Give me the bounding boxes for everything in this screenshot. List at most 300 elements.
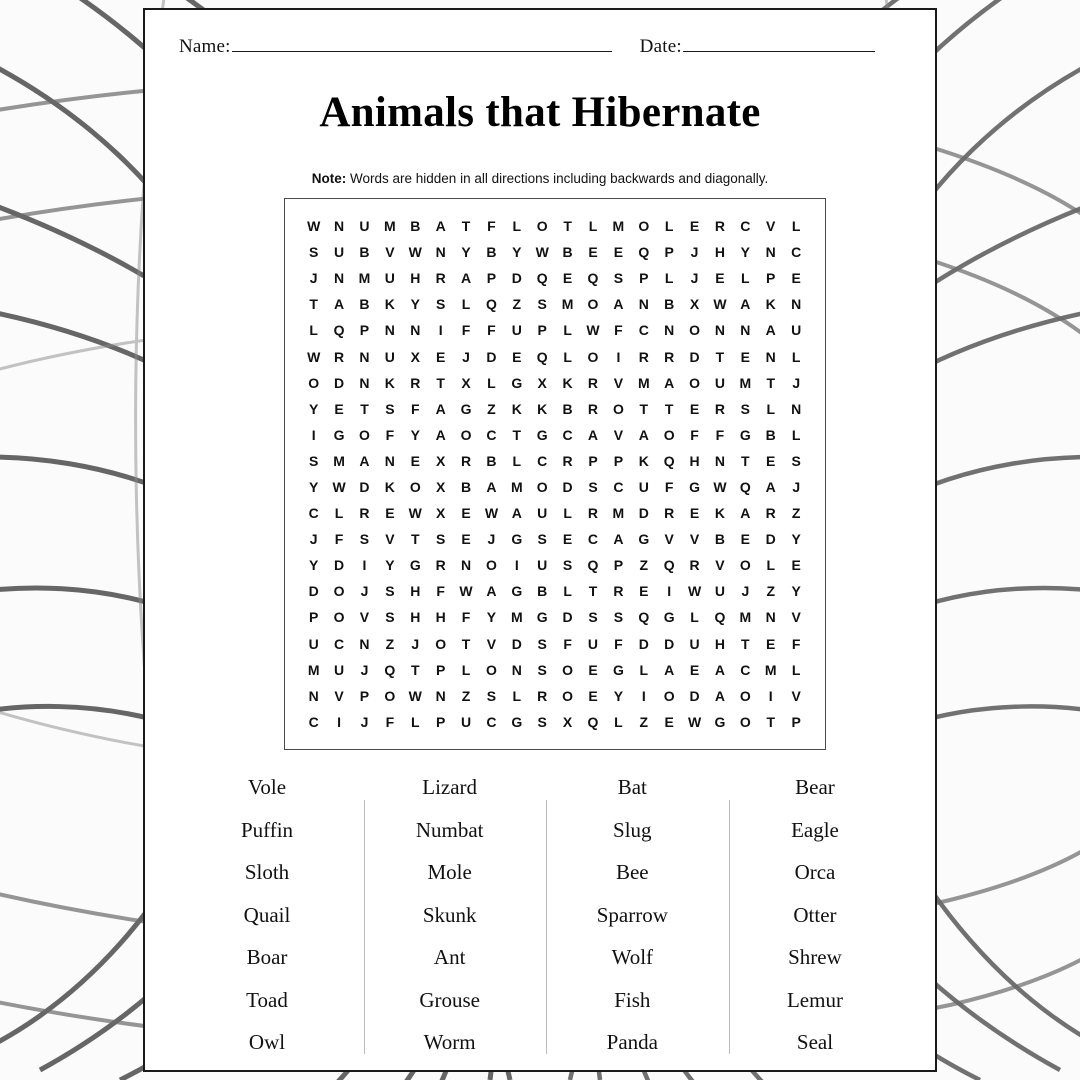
letter-cell[interactable]: W (332, 478, 346, 495)
letter-cell[interactable]: Q (739, 478, 751, 495)
letter-cell[interactable]: S (385, 609, 395, 626)
letter-cell[interactable]: M (739, 609, 752, 626)
letter-cell[interactable]: T (461, 635, 471, 652)
letter-cell[interactable]: F (487, 322, 496, 339)
letter-cell[interactable]: R (638, 348, 649, 365)
letter-cell[interactable]: Y (461, 244, 471, 261)
letter-cell[interactable]: Z (639, 557, 649, 574)
letter-cell[interactable]: L (309, 322, 318, 339)
word-list-item[interactable]: Vole (247, 775, 287, 799)
letter-cell[interactable]: Q (587, 557, 599, 574)
word-list-item[interactable]: Eagle (791, 817, 839, 842)
letter-cell[interactable]: C (613, 478, 624, 495)
letter-cell[interactable]: Q (536, 270, 548, 287)
name-field[interactable] (179, 36, 612, 58)
letter-cell[interactable]: A (664, 374, 675, 391)
letter-cell[interactable]: L (766, 400, 775, 417)
letter-cell[interactable]: L (664, 218, 674, 235)
letter-cell[interactable]: Y (309, 557, 319, 574)
letter-cell[interactable]: D (765, 531, 776, 548)
letter-cell[interactable]: N (435, 244, 446, 261)
letter-cell[interactable]: V (334, 687, 344, 704)
letter-cell[interactable]: U (537, 557, 548, 574)
letter-cell[interactable]: T (588, 583, 598, 600)
letter-cell[interactable]: D (638, 505, 649, 522)
letter-cell[interactable]: G (511, 531, 523, 548)
letter-cell[interactable]: S (613, 609, 624, 626)
letter-cell[interactable]: R (714, 218, 725, 235)
letter-cell[interactable]: G (714, 713, 726, 730)
letter-cell[interactable]: G (739, 426, 751, 443)
word-list-item[interactable]: Lizard (422, 775, 478, 799)
letter-cell[interactable]: E (689, 218, 700, 235)
date-write-line[interactable] (683, 37, 875, 52)
letter-cell[interactable]: T (563, 218, 572, 235)
letter-cell[interactable]: L (512, 687, 522, 704)
letter-cell[interactable]: Y (309, 478, 319, 495)
letter-cell[interactable]: T (309, 296, 318, 313)
letter-cell[interactable]: R (664, 348, 675, 365)
letter-cell[interactable]: D (511, 635, 522, 652)
letter-cell[interactable]: N (765, 244, 776, 261)
letter-cell[interactable]: N (359, 374, 370, 391)
letter-cell[interactable]: U (714, 583, 725, 600)
letter-cell[interactable]: S (537, 635, 547, 652)
letter-cell[interactable]: F (487, 218, 496, 235)
letter-cell[interactable]: A (511, 505, 522, 522)
letter-cell[interactable]: M (333, 452, 345, 469)
word-list-item[interactable]: Lemur (786, 987, 843, 1012)
letter-cell[interactable]: V (791, 609, 801, 626)
letter-cell[interactable]: B (359, 244, 370, 261)
letter-cell[interactable]: D (638, 635, 649, 652)
letter-cell[interactable]: I (311, 426, 316, 443)
word-list-item[interactable]: Grouse (419, 987, 480, 1012)
letter-cell[interactable]: U (359, 218, 370, 235)
letter-cell[interactable]: I (641, 687, 646, 704)
letter-cell[interactable]: A (435, 218, 446, 235)
letter-cell[interactable]: T (741, 635, 750, 652)
letter-cell[interactable]: E (766, 452, 776, 469)
letter-cell[interactable]: I (337, 713, 342, 730)
letter-cell[interactable]: L (563, 322, 572, 339)
letter-cell[interactable]: L (563, 348, 572, 365)
letter-cell[interactable]: K (384, 296, 395, 313)
letter-cell[interactable]: E (613, 244, 624, 261)
letter-cell[interactable]: U (714, 374, 725, 391)
letter-cell[interactable]: S (537, 296, 547, 313)
letter-cell[interactable]: U (384, 348, 395, 365)
letter-cell[interactable]: J (487, 531, 496, 548)
letter-cell[interactable]: S (359, 531, 370, 548)
letter-cell[interactable]: L (487, 374, 496, 391)
letter-cell[interactable]: E (689, 400, 700, 417)
letter-cell[interactable]: M (307, 661, 320, 678)
letter-cell[interactable]: T (410, 531, 420, 548)
letter-cell[interactable]: O (587, 296, 599, 313)
letter-cell[interactable]: J (741, 583, 750, 600)
letter-cell[interactable]: R (587, 374, 599, 391)
word-list-item[interactable]: Mole (427, 860, 472, 884)
letter-cell[interactable]: R (334, 348, 345, 365)
letter-cell[interactable]: U (511, 322, 522, 339)
letter-cell[interactable]: U (537, 505, 548, 522)
letter-cell[interactable]: A (334, 296, 345, 313)
letter-cell[interactable]: R (714, 400, 725, 417)
letter-cell[interactable]: X (435, 505, 446, 522)
letter-cell[interactable]: G (536, 609, 548, 626)
letter-cell[interactable]: G (663, 609, 675, 626)
letter-cell[interactable]: O (485, 557, 497, 574)
letter-cell[interactable]: P (359, 687, 370, 704)
letter-cell[interactable]: R (562, 452, 573, 469)
letter-cell[interactable]: E (435, 348, 446, 365)
letter-cell[interactable]: E (588, 244, 598, 261)
letter-cell[interactable]: S (588, 478, 598, 495)
word-search-grid[interactable] (284, 198, 826, 750)
letter-cell[interactable]: F (614, 635, 623, 652)
letter-cell[interactable]: S (791, 452, 801, 469)
letter-cell[interactable]: T (436, 374, 445, 391)
letter-cell[interactable]: M (358, 270, 371, 287)
letter-cell[interactable]: A (714, 661, 725, 678)
letter-cell[interactable]: A (714, 687, 725, 704)
letter-cell[interactable]: E (664, 713, 674, 730)
letter-cell[interactable]: Y (791, 583, 801, 600)
letter-cell[interactable]: L (639, 661, 649, 678)
letter-cell[interactable]: A (765, 478, 776, 495)
letter-cell[interactable]: F (385, 426, 395, 443)
letter-cell[interactable]: V (766, 218, 776, 235)
word-list-item[interactable]: Orca (794, 860, 836, 884)
letter-cell[interactable]: P (359, 322, 370, 339)
letter-cell[interactable]: L (791, 218, 801, 235)
letter-cell[interactable]: A (740, 505, 751, 522)
letter-cell[interactable]: H (435, 609, 446, 626)
letter-cell[interactable]: C (308, 713, 319, 730)
letter-cell[interactable]: N (791, 400, 802, 417)
letter-cell[interactable]: S (537, 661, 547, 678)
letter-cell[interactable]: Q (638, 244, 650, 261)
letter-cell[interactable]: R (537, 687, 548, 704)
letter-cell[interactable]: O (562, 661, 574, 678)
letter-cell[interactable]: V (715, 557, 725, 574)
letter-cell[interactable]: L (690, 609, 699, 626)
letter-cell[interactable]: G (536, 426, 548, 443)
letter-cell[interactable]: N (410, 322, 421, 339)
letter-cell[interactable]: Q (384, 661, 396, 678)
letter-cell[interactable]: Z (385, 635, 395, 652)
letter-cell[interactable]: G (638, 531, 650, 548)
letter-cell[interactable]: W (535, 244, 549, 261)
letter-cell[interactable]: F (461, 322, 471, 339)
letter-cell[interactable]: Y (740, 244, 750, 261)
letter-cell[interactable]: J (360, 713, 369, 730)
letter-cell[interactable]: O (359, 426, 370, 443)
letter-cell[interactable]: J (309, 270, 318, 287)
letter-cell[interactable]: N (384, 322, 395, 339)
letter-cell[interactable]: X (435, 452, 446, 469)
letter-cell[interactable]: O (333, 583, 345, 600)
letter-cell[interactable]: D (308, 583, 319, 600)
letter-cell[interactable]: L (512, 452, 522, 469)
letter-cell[interactable]: I (768, 687, 773, 704)
word-list-item[interactable]: Bee (615, 860, 649, 884)
letter-cell[interactable]: P (537, 322, 547, 339)
letter-cell[interactable]: T (410, 661, 420, 678)
letter-cell[interactable]: C (740, 661, 751, 678)
letter-cell[interactable]: W (307, 218, 321, 235)
letter-cell[interactable]: E (791, 270, 801, 287)
letter-cell[interactable]: U (791, 322, 802, 339)
letter-cell[interactable]: P (664, 244, 674, 261)
letter-cell[interactable]: Y (486, 609, 497, 626)
letter-cell[interactable]: M (637, 374, 650, 391)
letter-cell[interactable]: O (689, 322, 700, 339)
letter-cell[interactable]: H (714, 635, 725, 652)
letter-cell[interactable]: B (562, 400, 573, 417)
letter-cell[interactable]: O (384, 687, 396, 704)
letter-cell[interactable]: L (461, 661, 471, 678)
letter-cell[interactable]: S (486, 687, 497, 704)
letter-cell[interactable]: M (510, 609, 523, 626)
letter-cell[interactable]: U (587, 635, 599, 652)
letter-cell[interactable]: H (410, 270, 421, 287)
letter-cell[interactable]: E (740, 531, 750, 548)
letter-cell[interactable]: L (614, 713, 623, 730)
letter-cell[interactable]: X (537, 374, 547, 391)
letter-cell[interactable]: F (410, 400, 420, 417)
letter-cell[interactable]: N (359, 635, 370, 652)
letter-cell[interactable]: E (588, 687, 598, 704)
letter-cell[interactable]: E (512, 348, 522, 365)
letter-cell[interactable]: D (334, 374, 345, 391)
letter-cell[interactable]: D (689, 687, 700, 704)
letter-cell[interactable]: B (765, 426, 776, 443)
letter-cell[interactable]: D (562, 609, 573, 626)
letter-cell[interactable]: N (511, 661, 522, 678)
letter-cell[interactable]: M (739, 374, 752, 391)
word-list-item[interactable]: Bear (795, 775, 835, 799)
letter-cell[interactable]: T (461, 218, 471, 235)
letter-cell[interactable]: R (359, 505, 370, 522)
letter-cell[interactable]: J (309, 531, 318, 548)
letter-cell[interactable]: R (587, 505, 599, 522)
letter-cell[interactable]: W (408, 687, 422, 704)
letter-cell[interactable]: A (486, 583, 497, 600)
letter-cell[interactable]: T (741, 452, 750, 469)
letter-cell[interactable]: L (664, 270, 674, 287)
letter-cell[interactable]: O (536, 478, 548, 495)
letter-cell[interactable]: D (664, 635, 675, 652)
letter-cell[interactable]: L (512, 218, 522, 235)
letter-cell[interactable]: M (384, 218, 396, 235)
letter-cell[interactable]: P (766, 270, 776, 287)
letter-cell[interactable]: J (792, 478, 801, 495)
letter-cell[interactable]: O (739, 687, 751, 704)
letter-cell[interactable]: E (740, 348, 750, 365)
letter-cell[interactable]: K (638, 452, 649, 469)
word-list-item[interactable]: Worm (423, 1030, 476, 1054)
letter-cell[interactable]: E (715, 270, 725, 287)
word-list-item[interactable]: Sparrow (596, 902, 668, 927)
letter-cell[interactable]: S (588, 609, 598, 626)
letter-cell[interactable]: D (334, 557, 345, 574)
letter-cell[interactable]: L (791, 661, 801, 678)
letter-cell[interactable]: T (766, 374, 775, 391)
letter-cell[interactable]: A (613, 531, 624, 548)
letter-cell[interactable]: M (561, 296, 574, 313)
letter-cell[interactable]: W (484, 505, 499, 522)
letter-cell[interactable]: W (687, 583, 702, 600)
letter-cell[interactable]: M (764, 661, 777, 678)
letter-cell[interactable]: N (359, 348, 370, 365)
letter-cell[interactable]: G (612, 661, 624, 678)
letter-cell[interactable]: J (360, 661, 369, 678)
word-list-item[interactable]: Quail (243, 902, 291, 927)
letter-cell[interactable]: N (765, 609, 776, 626)
letter-cell[interactable]: F (664, 478, 674, 495)
letter-cell[interactable]: X (435, 478, 446, 495)
letter-cell[interactable]: E (385, 505, 395, 522)
letter-cell[interactable]: N (791, 296, 802, 313)
letter-cell[interactable]: J (792, 374, 801, 391)
letter-cell[interactable]: W (459, 583, 473, 600)
letter-cell[interactable]: Y (410, 296, 420, 313)
letter-cell[interactable]: V (486, 635, 497, 652)
letter-cell[interactable]: K (384, 374, 395, 391)
letter-cell[interactable]: B (410, 218, 421, 235)
letter-cell[interactable]: N (740, 322, 751, 339)
letter-cell[interactable]: Y (309, 400, 319, 417)
letter-cell[interactable]: X (461, 374, 471, 391)
letter-cell[interactable]: T (664, 400, 674, 417)
letter-cell[interactable]: S (562, 557, 573, 574)
letter-cell[interactable]: J (462, 348, 470, 365)
letter-cell[interactable]: O (638, 218, 650, 235)
letter-cell[interactable]: E (410, 452, 420, 469)
letter-cell[interactable]: X (562, 713, 573, 730)
letter-cell[interactable]: U (689, 635, 700, 652)
letter-cell[interactable]: Z (791, 505, 801, 522)
letter-cell[interactable]: Y (410, 426, 420, 443)
letter-cell[interactable]: D (359, 478, 370, 495)
letter-cell[interactable]: Q (714, 609, 726, 626)
letter-cell[interactable]: R (765, 505, 776, 522)
letter-cell[interactable]: A (435, 426, 446, 443)
letter-cell[interactable]: C (740, 218, 751, 235)
word-list-item[interactable]: Wolf (611, 945, 654, 969)
letter-cell[interactable]: R (435, 270, 446, 287)
letter-cell[interactable]: C (537, 452, 548, 469)
letter-cell[interactable]: G (511, 713, 523, 730)
letter-cell[interactable]: O (739, 713, 751, 730)
word-list-item[interactable]: Ant (433, 945, 466, 969)
letter-cell[interactable]: A (664, 661, 675, 678)
letter-cell[interactable]: N (638, 296, 649, 313)
letter-cell[interactable]: N (460, 557, 472, 574)
letter-cell[interactable]: L (588, 218, 598, 235)
letter-cell[interactable]: V (613, 426, 624, 443)
letter-cell[interactable]: O (460, 426, 472, 443)
letter-cell[interactable]: Z (487, 400, 496, 417)
letter-cell[interactable]: A (765, 322, 776, 339)
letter-cell[interactable]: Y (385, 557, 395, 574)
letter-cell[interactable]: O (485, 661, 497, 678)
letter-cell[interactable]: N (714, 322, 725, 339)
letter-cell[interactable]: S (435, 296, 446, 313)
letter-cell[interactable]: S (309, 452, 319, 469)
letter-cell[interactable]: K (562, 374, 573, 391)
letter-cell[interactable]: V (385, 244, 395, 261)
letter-cell[interactable]: K (714, 505, 725, 522)
letter-cell[interactable]: P (639, 270, 649, 287)
letter-cell[interactable]: O (333, 609, 345, 626)
letter-cell[interactable]: F (436, 583, 445, 600)
letter-cell[interactable]: E (689, 661, 700, 678)
letter-cell[interactable]: B (562, 244, 573, 261)
letter-cell[interactable]: P (309, 609, 319, 626)
letter-cell[interactable]: B (460, 478, 472, 495)
letter-cell[interactable]: V (791, 687, 801, 704)
letter-cell[interactable]: O (308, 374, 320, 391)
word-list-item[interactable]: Toad (246, 987, 288, 1012)
letter-cell[interactable]: W (586, 322, 600, 339)
letter-cell[interactable]: P (613, 452, 624, 469)
letter-cell[interactable]: J (411, 635, 420, 652)
letter-cell[interactable]: G (409, 557, 421, 574)
letter-cell[interactable]: U (460, 713, 472, 730)
letter-cell[interactable]: Q (536, 348, 548, 365)
letter-cell[interactable]: D (689, 348, 700, 365)
letter-cell[interactable]: O (435, 635, 447, 652)
letter-cell[interactable]: F (334, 531, 344, 548)
letter-cell[interactable]: J (690, 244, 699, 261)
letter-cell[interactable]: M (510, 478, 523, 495)
letter-cell[interactable]: Q (587, 713, 599, 730)
letter-cell[interactable]: G (460, 400, 472, 417)
letter-cell[interactable]: M (612, 218, 625, 235)
letter-cell[interactable]: Q (638, 609, 650, 626)
letter-cell[interactable]: D (486, 348, 497, 365)
letter-cell[interactable]: J (360, 583, 369, 600)
letter-cell[interactable]: B (359, 296, 370, 313)
letter-cell[interactable]: O (663, 687, 675, 704)
letter-cell[interactable]: V (664, 531, 674, 548)
letter-cell[interactable]: W (713, 296, 727, 313)
word-list-item[interactable]: Shrew (788, 945, 842, 969)
letter-cell[interactable]: A (486, 478, 497, 495)
letter-cell[interactable]: A (740, 296, 751, 313)
letter-cell[interactable]: C (638, 322, 649, 339)
letter-cell[interactable]: R (664, 505, 675, 522)
letter-cell[interactable]: Y (791, 531, 801, 548)
letter-cell[interactable]: H (714, 244, 725, 261)
word-list-item[interactable]: Panda (606, 1030, 658, 1054)
letter-cell[interactable]: N (308, 687, 319, 704)
letter-cell[interactable]: Y (512, 244, 522, 261)
letter-cell[interactable]: P (435, 661, 446, 678)
word-list-item[interactable]: Owl (248, 1030, 286, 1054)
letter-cell[interactable]: R (410, 374, 421, 391)
letter-cell[interactable]: U (308, 635, 319, 652)
letter-cell[interactable]: L (741, 270, 750, 287)
letter-cell[interactable]: R (613, 583, 624, 600)
word-list-item[interactable]: Slug (613, 817, 652, 842)
letter-cell[interactable]: E (689, 505, 700, 522)
letter-cell[interactable]: G (689, 478, 700, 495)
letter-cell[interactable]: T (715, 348, 725, 365)
